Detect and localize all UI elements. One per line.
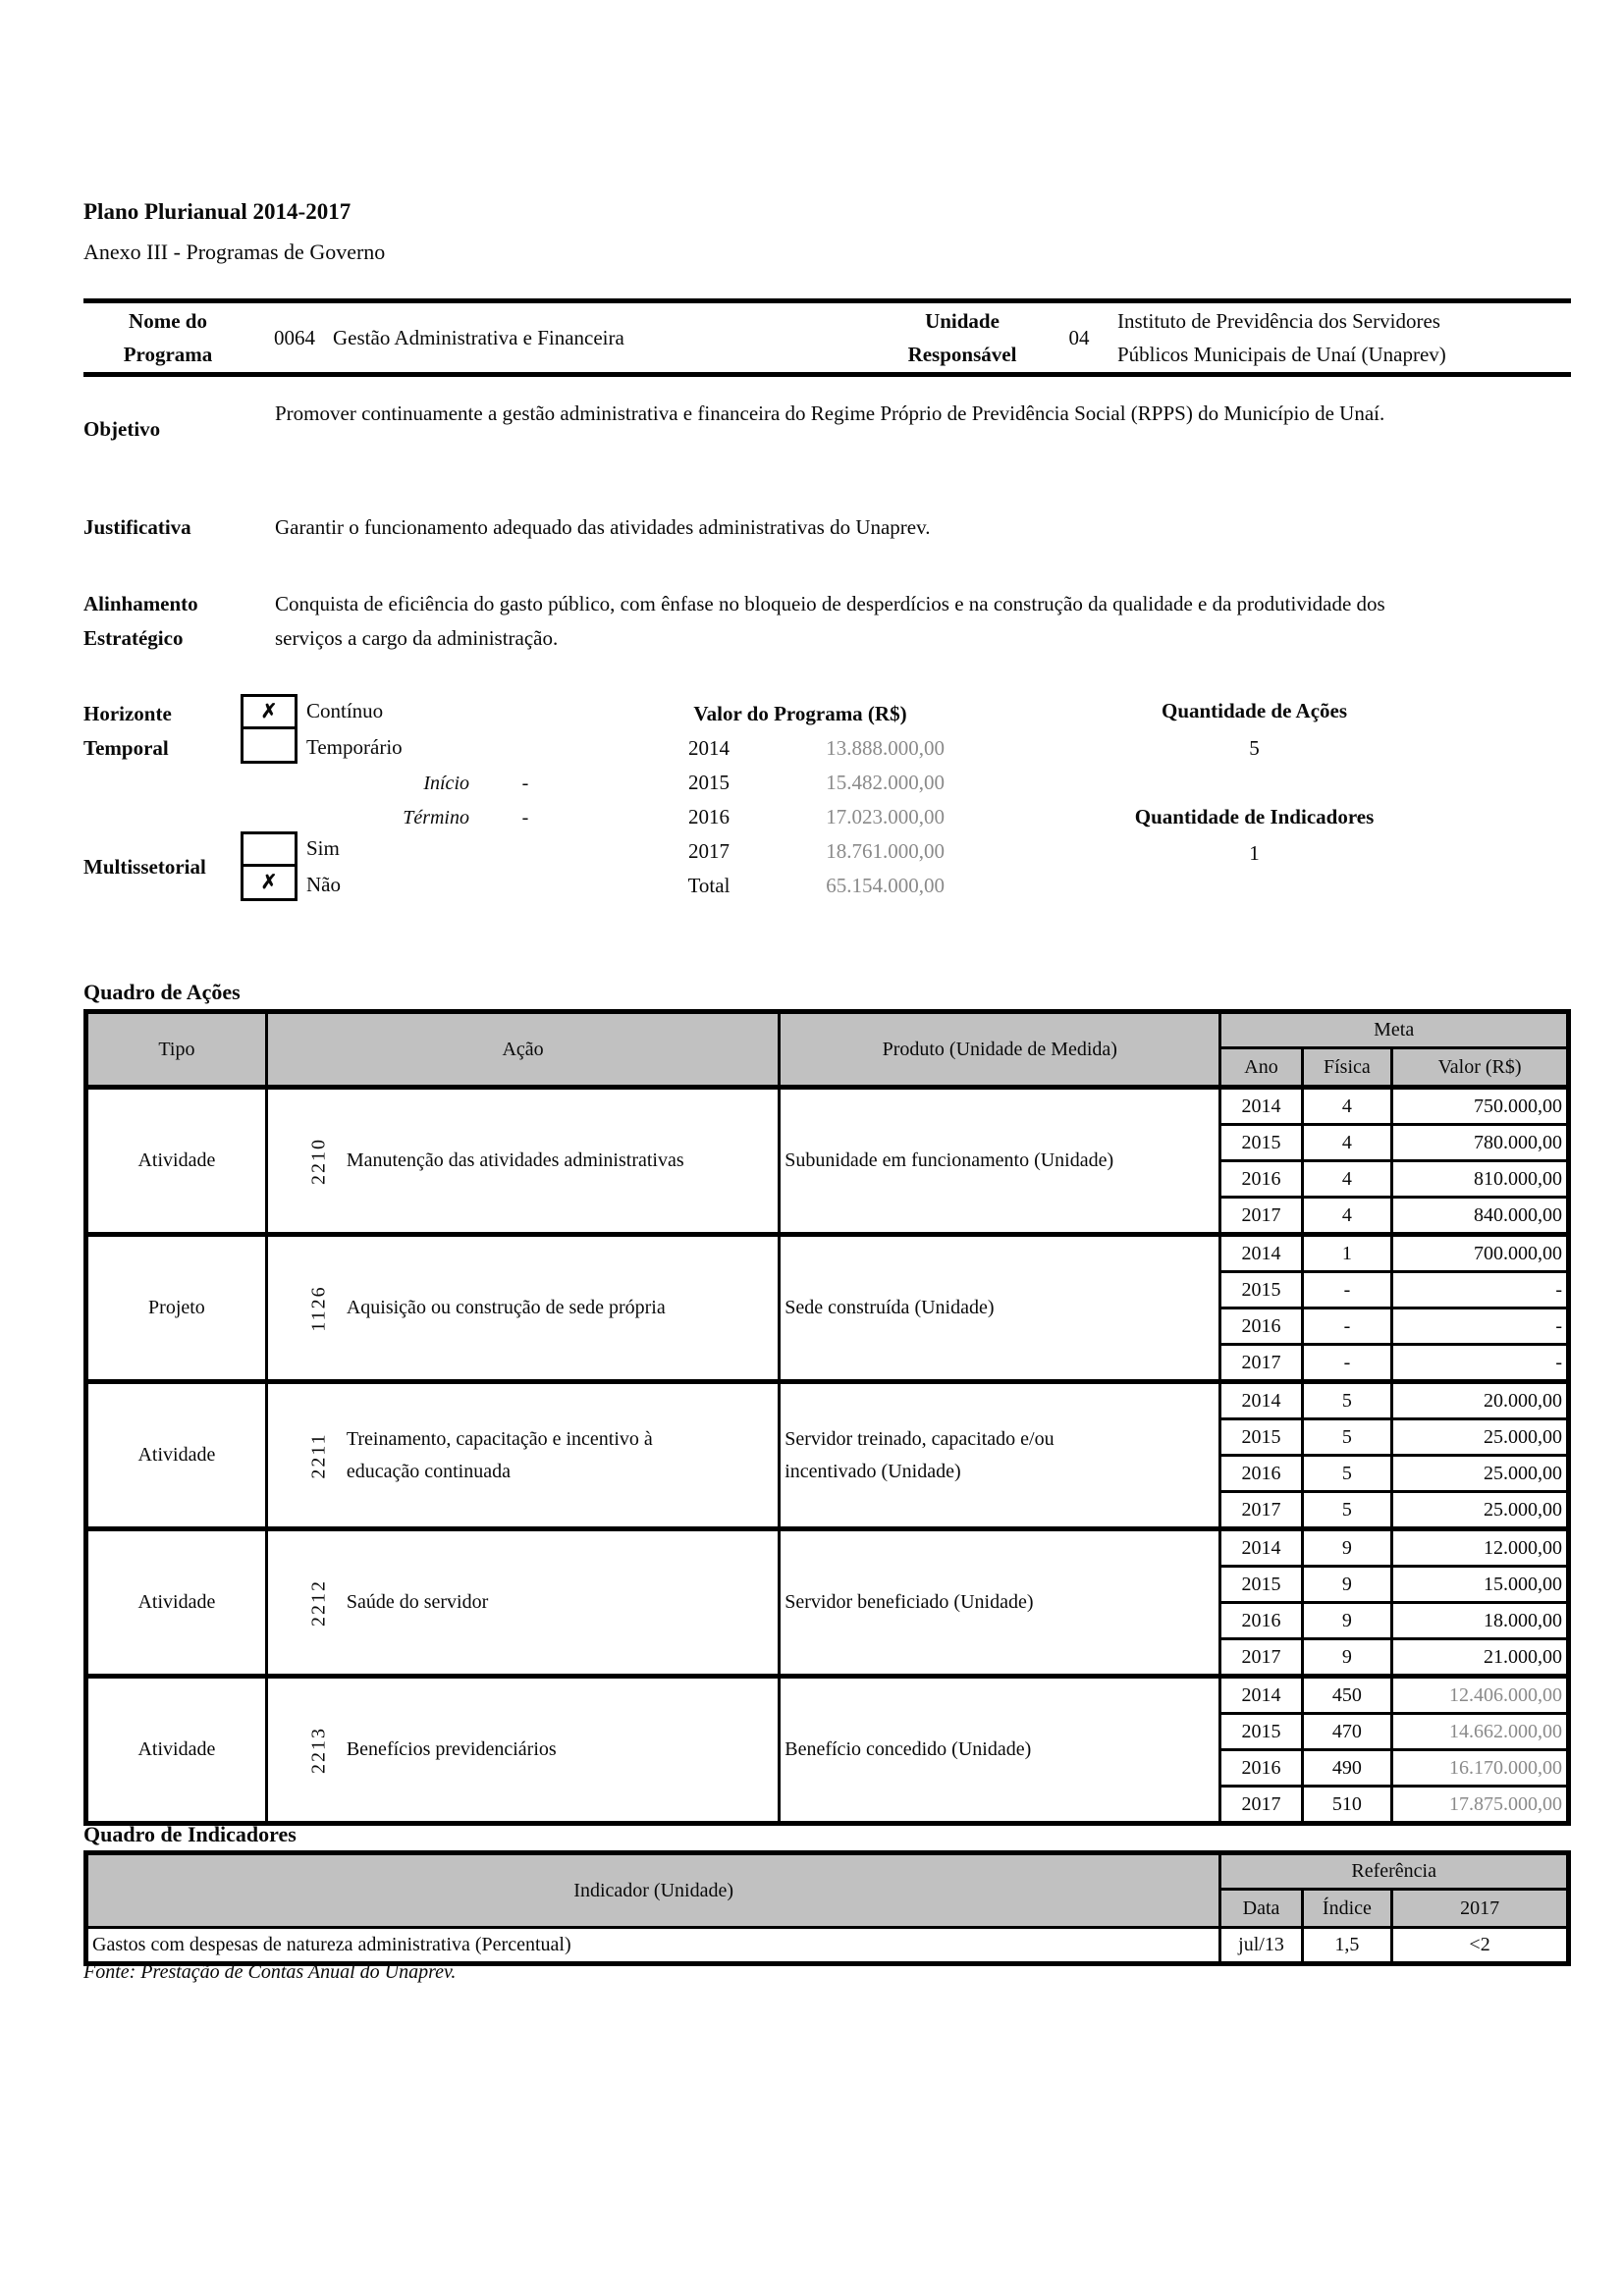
- meta-valor: 17.875.000,00: [1392, 1787, 1569, 1824]
- quadro-acoes-table: [83, 1009, 1571, 1826]
- meta-ano: 2014: [1220, 1677, 1302, 1714]
- horizonte-temporal-label: Horizonte Temporal: [83, 702, 172, 760]
- meta-valor: 15.000,00: [1392, 1567, 1569, 1603]
- objetivo-label: Objetivo: [83, 417, 161, 441]
- meta-fisica: 5: [1302, 1419, 1391, 1456]
- quantidade-indicadores-value: 1: [1249, 841, 1260, 865]
- meta-fisica: 5: [1302, 1492, 1391, 1529]
- table-row: [86, 1529, 1569, 1567]
- quantidade-indicadores-label: Quantidade de Indicadores: [1134, 805, 1375, 828]
- meta-fisica: 4: [1302, 1125, 1391, 1161]
- col-header-produto: Produto (Unidade de Medida): [780, 1012, 1220, 1088]
- meta-fisica: 490: [1302, 1750, 1391, 1787]
- meta-valor: 750.000,00: [1392, 1088, 1569, 1125]
- indicador-2017: <2: [1392, 1928, 1569, 1964]
- indicador-indice: 1,5: [1302, 1928, 1391, 1964]
- unit-code: 04: [1068, 325, 1090, 349]
- meta-ano: 2016: [1220, 1456, 1302, 1492]
- valor-programa-title: Valor do Programa (R$): [693, 702, 907, 725]
- acao-codigo: 2211: [307, 1431, 330, 1479]
- meta-fisica: 4: [1302, 1161, 1391, 1198]
- acao-cell: [266, 1235, 779, 1382]
- meta-fisica: 510: [1302, 1787, 1391, 1824]
- sim-checkbox: [241, 831, 298, 867]
- meta-fisica: 450: [1302, 1677, 1391, 1714]
- meta-valor: 25.000,00: [1392, 1456, 1569, 1492]
- quantidade-acoes-value: 5: [1249, 736, 1260, 760]
- meta-ano: 2017: [1220, 1198, 1302, 1235]
- vp-year: 2016: [688, 805, 730, 828]
- page-subtitle: Anexo III - Programas de Governo: [83, 240, 386, 264]
- vp-value: 17.023.000,00: [826, 805, 945, 828]
- quantidade-acoes-label: Quantidade de Ações: [1161, 699, 1348, 722]
- justificativa-label: Justificativa: [83, 515, 191, 539]
- meta-ano: 2017: [1220, 1639, 1302, 1677]
- meta-ano: 2015: [1220, 1419, 1302, 1456]
- col-header-indice: Índice: [1302, 1890, 1391, 1928]
- col-header-ano: Ano: [1220, 1048, 1302, 1088]
- col-header-data: Data: [1220, 1890, 1302, 1928]
- acao-nome: Saúde do servidor: [346, 1591, 489, 1613]
- acao-tipo: Atividade: [86, 1677, 267, 1824]
- meta-valor: 780.000,00: [1392, 1125, 1569, 1161]
- fonte-note: Fonte: Prestação de Contas Anual do Unaprev.: [83, 1961, 457, 1983]
- meta-valor: 12.406.000,00: [1392, 1677, 1569, 1714]
- meta-ano: 2015: [1220, 1567, 1302, 1603]
- acao-tipo: Atividade: [86, 1382, 267, 1529]
- meta-ano: 2016: [1220, 1603, 1302, 1639]
- vp-year: 2014: [688, 736, 730, 760]
- continuo-label: Contínuo: [306, 699, 384, 722]
- col-header-indicador: Indicador (Unidade): [86, 1853, 1220, 1928]
- meta-ano: 2015: [1220, 1714, 1302, 1750]
- meta-ano: 2014: [1220, 1235, 1302, 1272]
- objetivo-text: Promover continuamente a gestão administrativa e financeira do Regime Próprio de Previdência Social (RPPS) do Município de Unaí.: [275, 401, 1385, 425]
- produto-cell: Servidor treinado, capacitado e/ou incentivado (Unidade): [780, 1382, 1220, 1529]
- vp-value: 15.482.000,00: [826, 771, 945, 794]
- inicio-value: -: [521, 773, 529, 794]
- meta-valor: 25.000,00: [1392, 1492, 1569, 1529]
- meta-fisica: 9: [1302, 1639, 1391, 1677]
- meta-fisica: 9: [1302, 1603, 1391, 1639]
- acao-nome: Benefícios previdenciários: [346, 1738, 557, 1760]
- meta-fisica: -: [1302, 1345, 1391, 1382]
- produto-cell: Subunidade em funcionamento (Unidade): [780, 1088, 1220, 1235]
- acao-codigo: 2210: [307, 1137, 330, 1185]
- vp-value: 13.888.000,00: [826, 736, 945, 760]
- unit-name: Instituto de Previdência dos Servidores Públicos Municipais de Unaí (Unaprev): [1117, 309, 1446, 366]
- acao-cell: [266, 1529, 779, 1677]
- table-row: [86, 1088, 1569, 1125]
- horizonte-checkbox-group: [241, 694, 298, 764]
- meta-ano: 2016: [1220, 1750, 1302, 1787]
- meta-fisica: 9: [1302, 1529, 1391, 1567]
- unit-label: Unidade Responsável: [907, 309, 1017, 366]
- meta-valor: 840.000,00: [1392, 1198, 1569, 1235]
- meta-valor: 18.000,00: [1392, 1603, 1569, 1639]
- meta-ano: 2017: [1220, 1787, 1302, 1824]
- nao-checkbox: ✗: [241, 864, 298, 901]
- meta-ano: 2017: [1220, 1492, 1302, 1529]
- meta-valor: -: [1392, 1308, 1569, 1345]
- vp-year: 2015: [688, 771, 730, 794]
- col-header-referencia: Referência: [1220, 1853, 1569, 1890]
- col-header-meta: Meta: [1220, 1012, 1569, 1048]
- meta-ano: 2014: [1220, 1088, 1302, 1125]
- temporario-label: Temporário: [306, 735, 403, 759]
- program-name: Gestão Administrativa e Financeira: [333, 325, 624, 349]
- acao-nome: Manutenção das atividades administrativas: [346, 1149, 684, 1171]
- meta-fisica: 4: [1302, 1198, 1391, 1235]
- quadro-indicadores-table: [83, 1850, 1571, 1966]
- meta-valor: 14.662.000,00: [1392, 1714, 1569, 1750]
- col-header-valor: Valor (R$): [1392, 1048, 1569, 1088]
- col-header-tipo: Tipo: [86, 1012, 267, 1088]
- meta-valor: 12.000,00: [1392, 1529, 1569, 1567]
- col-header-2017: 2017: [1392, 1890, 1569, 1928]
- meta-ano: 2017: [1220, 1345, 1302, 1382]
- multissetorial-checkbox-group: [241, 831, 298, 901]
- meta-valor: 810.000,00: [1392, 1161, 1569, 1198]
- table-row: [86, 1677, 1569, 1714]
- quadro-acoes-title: Quadro de Ações: [83, 980, 241, 1004]
- table-row: [86, 1235, 1569, 1272]
- page-title: Plano Plurianual 2014-2017: [83, 199, 352, 224]
- continuo-checkbox: ✗: [241, 694, 298, 729]
- alinhamento-label: Alinhamento Estratégico: [83, 592, 198, 650]
- acao-nome: Treinamento, capacitação e incentivo à educação continuada: [346, 1427, 653, 1482]
- meta-valor: 25.000,00: [1392, 1419, 1569, 1456]
- acao-tipo: Atividade: [86, 1088, 267, 1235]
- alinhamento-text: Conquista de eficiência do gasto público, com ênfase no bloqueio de desperdícios e na construção da qualidade e da produtividade dos serviços a cargo da administração.: [275, 592, 1385, 650]
- acao-cell: [266, 1382, 779, 1529]
- indicador-data: jul/13: [1220, 1928, 1302, 1964]
- meta-ano: 2014: [1220, 1382, 1302, 1419]
- meta-valor: 21.000,00: [1392, 1639, 1569, 1677]
- acao-tipo: Projeto: [86, 1235, 267, 1382]
- meta-valor: 20.000,00: [1392, 1382, 1569, 1419]
- acao-tipo: Atividade: [86, 1529, 267, 1677]
- meta-fisica: -: [1302, 1308, 1391, 1345]
- meta-fisica: 5: [1302, 1382, 1391, 1419]
- vp-total-label: Total: [687, 874, 730, 897]
- termino-value: -: [521, 807, 529, 828]
- acao-codigo: 1126: [307, 1284, 330, 1332]
- meta-fisica: 470: [1302, 1714, 1391, 1750]
- quadro-indicadores-title: Quadro de Indicadores: [83, 1822, 297, 1846]
- meta-fisica: 9: [1302, 1567, 1391, 1603]
- col-header-acao: Ação: [266, 1012, 779, 1088]
- nao-label: Não: [306, 873, 341, 896]
- meta-fisica: 5: [1302, 1456, 1391, 1492]
- produto-cell: Benefício concedido (Unidade): [780, 1677, 1220, 1824]
- acao-nome: Aquisição ou construção de sede própria: [346, 1297, 666, 1318]
- temporario-checkbox: [241, 726, 298, 764]
- meta-fisica: 1: [1302, 1235, 1391, 1272]
- meta-valor: 700.000,00: [1392, 1235, 1569, 1272]
- meta-ano: 2016: [1220, 1161, 1302, 1198]
- col-header-fisica: Física: [1302, 1048, 1391, 1088]
- acao-codigo: 2212: [307, 1578, 330, 1627]
- produto-cell: Sede construída (Unidade): [780, 1235, 1220, 1382]
- acao-codigo: 2213: [307, 1726, 330, 1774]
- meta-ano: 2015: [1220, 1272, 1302, 1308]
- multissetorial-label: Multissetorial: [83, 855, 206, 879]
- meta-ano: 2015: [1220, 1125, 1302, 1161]
- vp-year: 2017: [688, 839, 730, 863]
- meta-ano: 2014: [1220, 1529, 1302, 1567]
- vp-value: 18.761.000,00: [826, 839, 945, 863]
- meta-valor: 16.170.000,00: [1392, 1750, 1569, 1787]
- sim-label: Sim: [306, 836, 340, 860]
- program-header-row: [83, 298, 1571, 377]
- produto-cell: Servidor beneficiado (Unidade): [780, 1529, 1220, 1677]
- table-row: [86, 1928, 1569, 1964]
- inicio-label: Início: [423, 773, 469, 794]
- justificativa-text: Garantir o funcionamento adequado das atividades administrativas do Unaprev.: [275, 515, 931, 539]
- meta-ano: 2016: [1220, 1308, 1302, 1345]
- indicador-nome: Gastos com despesas de natureza administrativa (Percentual): [86, 1928, 1220, 1964]
- meta-valor: -: [1392, 1345, 1569, 1382]
- table-row: [86, 1382, 1569, 1419]
- program-code: 0064: [274, 325, 315, 349]
- program-name-label: Nome do Programa: [123, 309, 213, 366]
- meta-fisica: 4: [1302, 1088, 1391, 1125]
- program-name-cell: [252, 326, 884, 350]
- acao-cell: [266, 1088, 779, 1235]
- acao-cell: [266, 1677, 779, 1824]
- meta-fisica: -: [1302, 1272, 1391, 1308]
- meta-valor: -: [1392, 1272, 1569, 1308]
- termino-label: Término: [403, 807, 469, 828]
- vp-total-value: 65.154.000,00: [826, 874, 945, 897]
